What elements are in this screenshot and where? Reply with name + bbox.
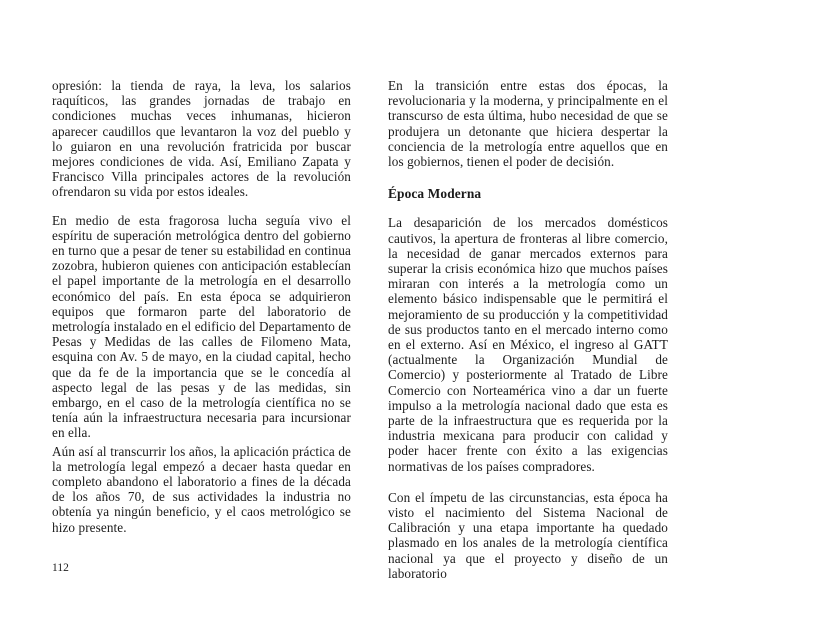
left-paragraph-3: Aún así al transcurrir los años, la aplicación práctica de la metrología legal empezó a decaer hasta quedar en completo abandono el laboratorio a fines de la década de los años 70, de sus actividades la industria no obtenía ya ningún beneficio, y el caos metrológico se hizo presente. <box>52 443 351 535</box>
page-number: 112 <box>52 562 69 574</box>
left-column <box>52 78 351 535</box>
left-paragraph-1: opresión: la tienda de raya, la leva, los salarios raquíticos, las grandes jornadas de trabajo en condiciones muchas veces inhumanas, hicieron aparecer caudillos que levantaron la voz del pueblo y lo guiaron en una revolución fratricida por buscar mejores condiciones de vida. Así, Emiliano Zapata y Francisco Villa principales actores de la revolución ofrendaron su vida por estos ideales. <box>52 78 351 200</box>
right-paragraph-1: La desaparición de los mercados domésticos cautivos, la apertura de fronteras al libre comercio, la necesidad de ganar mercados externos para superar la crisis económica hizo que muchos países miraran con interés a la metrología como un elemento básico indispensable que le permitirá el mejoramiento de su producción y la competitividad de sus productos tanto en el mercado interno como en el externo. Así en México, el ingreso al GATT (actualmente la Organización Mundial de Comercio) y posteriormente al Tratado de Libre Comercio con Norteamérica vino a dar un fuerte impulso a la metrología nacional dado que esta es parte de la infraestructura que es requerida por la industria mexicana para producir con calidad y poder hacer frente con éxito a las exigencias normativas de los países compradores. <box>388 215 668 474</box>
right-paragraph-2: Con el ímpetu de las circunstancias, esta época ha visto el nacimiento del Sistema Nacional de Calibración y una etapa importante ha quedado plasmado en los anales de la metrología científica nacional ya que el proyecto y diseño de un laboratorio <box>388 489 668 581</box>
right-intro-paragraph: En la transición entre estas dos épocas, la revolucionaria y la moderna, y principalmente en el transcurso de esta última, hubo necesidad de que se produjera un detonante que hiciera despertar la conciencia de la metrología entre aquellos que en los gobiernos, tienen el poder de decisión. <box>388 78 668 170</box>
right-column <box>388 78 668 581</box>
section-heading-epoca-moderna: Época Moderna <box>388 186 482 202</box>
left-paragraph-2: En medio de esta fragorosa lucha seguía vivo el espíritu de superación metrológica dentro del gobierno en turno que a pesar de tener su estabilidad en continua zozobra, hubieron quienes con anticipación establecían el papel importante de la metrología en el desarrollo económico del país. En esta época se adquirieron equipos que formaron parte del laboratorio de metrología instalado en el edificio del Departamento de Pesas y Medidas de las calles de Filomeno Mata, esquina con Av. 5 de mayo, en la ciudad capital, hecho que da fe de la importancia que se le concedía al aspecto legal de las pesas y de las medidas, sin embargo, en el caso de la metrología científica no se tenía aún la infraestructura necesaria para incursionar en ella. <box>52 212 351 441</box>
